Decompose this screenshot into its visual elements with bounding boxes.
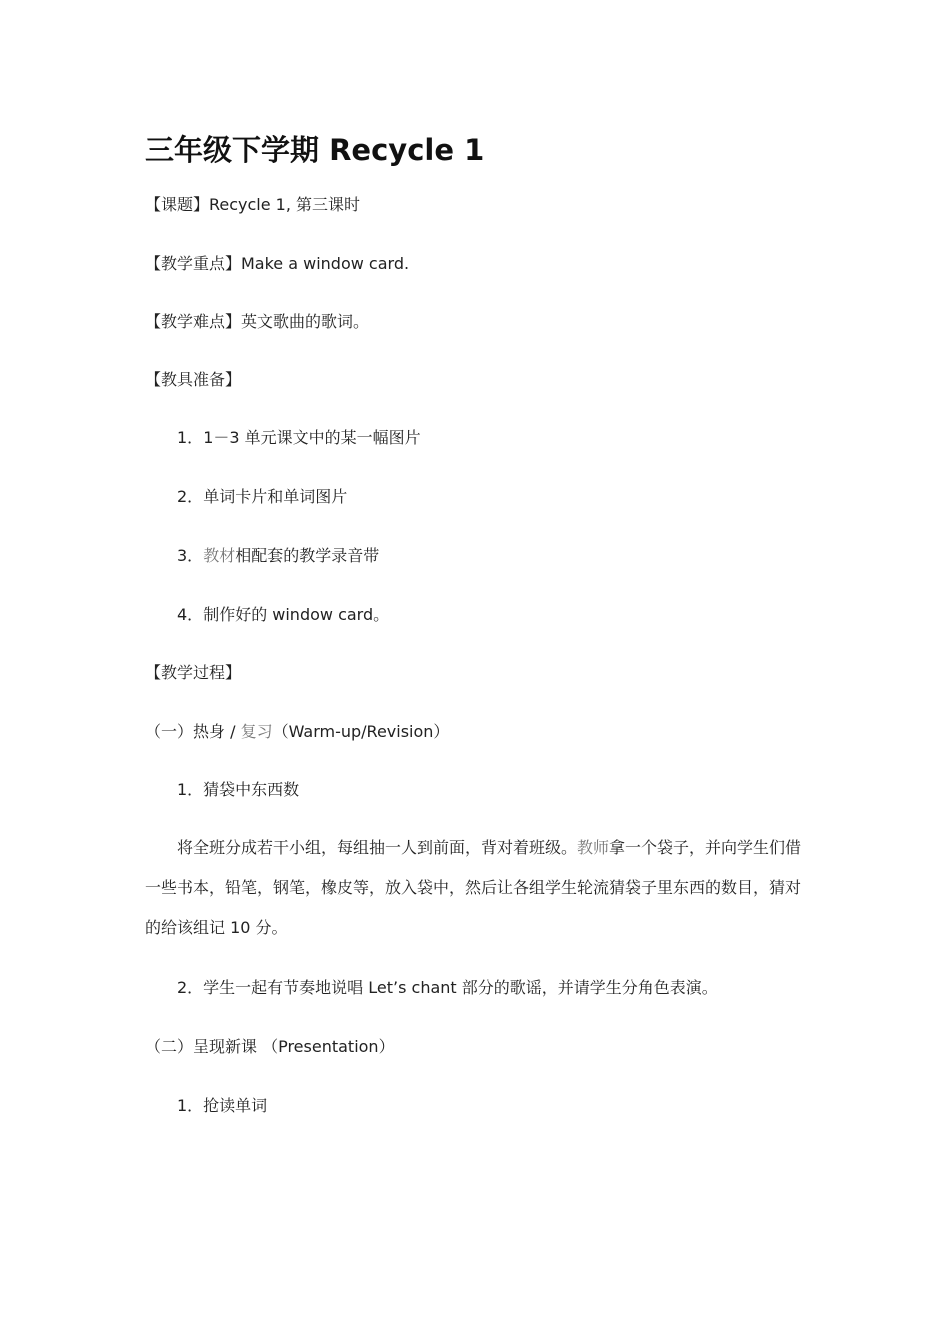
warmup-item-1: 1．猜袋中东西数 — [177, 780, 300, 799]
page-title: 三年级下学期 Recycle 1 — [145, 133, 485, 167]
difficulty-line: 【教学难点】英文歌曲的歌词。 — [145, 312, 370, 331]
section-heading-presentation: （二）呈现新课 （Presentation） — [145, 1037, 395, 1056]
topic-line: 【课题】Recycle 1, 第三课时 — [145, 195, 361, 214]
key-point-line: 【教学重点】Make a window card. — [145, 254, 410, 273]
materials-heading: 【教具准备】 — [145, 370, 242, 389]
activity-paragraph — [145, 828, 810, 948]
paragraph-link-text: 教师 — [577, 838, 610, 857]
item-number: 1． — [177, 428, 204, 447]
process-heading: 【教学过程】 — [145, 663, 242, 682]
section-link-text: 复习 — [240, 722, 273, 741]
materials-item — [177, 545, 379, 567]
warmup-item-2: 2．学生一起有节奏地说唱 Let’s chant 部分的歌谣，并请学生分角色表演。 — [177, 978, 718, 997]
section-heading-warmup — [145, 721, 449, 743]
materials-item — [177, 427, 421, 449]
paragraph-text-rest: 拿一个袋子，并向学生们借一些书本，铅笔，钢笔，橡皮等，放入袋中，然后让各组学生轮流猜袋子里东西的数目，猜对的给该组记 10 分。 — [145, 838, 802, 937]
section-prefix: （一）热身 / — [145, 722, 241, 741]
materials-item — [177, 486, 347, 508]
item-number: 2． — [177, 487, 204, 506]
item-number: 3． — [177, 546, 204, 565]
item-text: 单词卡片和单词图片 — [203, 487, 348, 506]
item-number: 4． — [177, 605, 204, 624]
section-suffix: （Warm-up/Revision） — [272, 722, 450, 741]
presentation-item-1: 1．抢读单词 — [177, 1096, 268, 1115]
item-text: 1－3 单元课文中的某一幅图片 — [203, 428, 421, 447]
paragraph-text: 将全班分成若干小组，每组抽一人到前面，背对着班级。 — [177, 838, 578, 857]
item-text: 制作好的 window card。 — [203, 605, 390, 624]
materials-item — [177, 604, 389, 626]
item-link-text: 教材 — [203, 546, 236, 565]
item-text: 相配套的教学录音带 — [235, 546, 380, 565]
